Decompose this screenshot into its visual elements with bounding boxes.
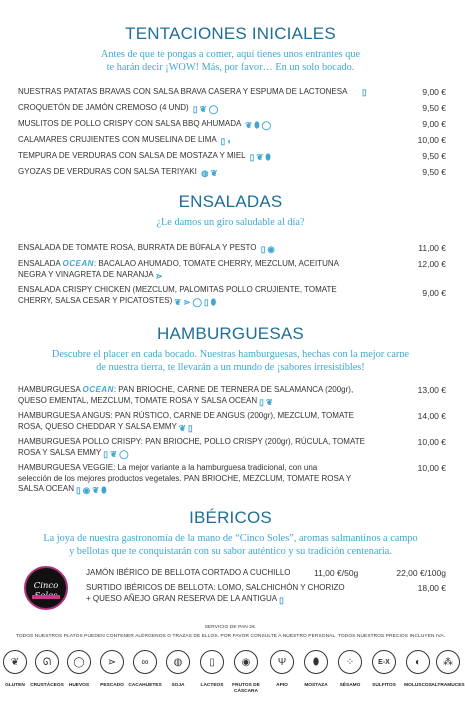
menu-item-price: 22,00 €/100g <box>396 568 446 578</box>
allergen-label: CACAHUETES <box>128 683 162 688</box>
menu-item <box>18 285 446 307</box>
cinco-soles-logo <box>24 566 68 610</box>
fish-icon: ⋗ <box>100 650 124 674</box>
bread-service-note: SERVICIO DE PAN 2€. <box>204 625 257 630</box>
menu-item-text: NUESTRAS PATATAS BRAVAS CON SALSA BRAVA CASERA Y ESPUMA DE LACTONESA <box>18 87 348 96</box>
milk-icon: ▯ <box>103 448 108 459</box>
menu-item-price: 9,00 € <box>422 119 446 129</box>
mustard-icon: ⬮ <box>101 485 107 495</box>
menu-item-text-line2: ROSA, QUESO CHEDDAR Y SALSA EMMY <box>18 421 177 431</box>
menu-item-price: 9,00 € <box>422 87 446 97</box>
egg-icon: ◯ <box>67 650 91 674</box>
menu-item-text-line2: CHERRY, SALSA CESAR Y PICATOSTES) <box>18 295 173 305</box>
mustard-icon: ⬮ <box>304 650 328 674</box>
allergen-soja <box>161 650 195 689</box>
menu-item <box>86 583 446 605</box>
menu-item-text-line3: SALSA OCEAN <box>18 484 75 493</box>
menu-item-text: MUSLITOS DE POLLO CRISPY CON SALSA BBQ AHUMADA <box>18 119 241 128</box>
menu-item-text: SURTIDO IBÉRICOS DE BELLOTA: LOMO, SALCHICHÓN Y CHORIZO <box>86 583 345 592</box>
menu-item-text: JAMÓN IBÉRICO DE BELLOTA CORTADO A CUCHILLO <box>86 568 291 577</box>
menu-item <box>18 87 446 98</box>
menu-item-text-line2: QUESO EMENTAL, MEZCLUM, TOMATE ROSA Y SALSA OCEAN <box>18 395 258 405</box>
allergen-label: MOSTAZA <box>304 683 328 688</box>
menu-item-text: HAMBURGUESA POLLO CRISPY: PAN BRIOCHE, POLLO CRISPY (200gr), RÚCULA, TOMATE <box>18 437 365 446</box>
allergen-mostaza <box>299 650 333 689</box>
menu-item-text: ENSALADA DE TOMATE ROSA, BURRATA DE BÚFALA Y PESTO <box>18 243 257 252</box>
allergen-label: SULFITOS <box>372 683 396 688</box>
egg-icon: ◯ <box>192 296 203 307</box>
milk-icon: ▯ <box>76 485 81 495</box>
allergen-altramuces <box>431 650 465 689</box>
menu-item-price: 10,00 € <box>417 463 446 473</box>
allergen-pescado <box>95 650 129 689</box>
menu-item-text-pre: ENSALADA <box>18 259 61 268</box>
lupin-icon: ⁂ <box>436 650 460 674</box>
section-intro-tentaciones-1: Antes de que te pongas a comer, aquí tienes unos entrantes que <box>100 49 361 60</box>
peanut-icon: ∞ <box>133 650 157 674</box>
menu-item <box>18 103 446 115</box>
wheat-icon: ❦ <box>265 396 273 407</box>
section-title-hamburguesas: HAMBURGUESAS <box>157 324 304 343</box>
menu-item-price: 18,00 € <box>417 583 446 593</box>
mustard-icon: ⬮ <box>210 296 217 307</box>
mustard-icon: ⬮ <box>265 152 271 162</box>
soy-icon: ◍ <box>166 650 190 674</box>
menu-item <box>18 119 446 131</box>
allergen-label: HUEVOS <box>68 683 90 688</box>
section-intro-tentaciones-2: te harán decir ¡WOW! Más, por favor… En un solo bocado. <box>106 62 355 73</box>
menu-item-price: 9,00 € <box>422 288 446 298</box>
menu-item-price: 9,50 € <box>422 103 446 113</box>
section-title-ensaladas: ENSALADAS <box>178 192 283 211</box>
menu-item <box>18 243 446 255</box>
menu-item-price: 10,00 € <box>417 437 446 447</box>
soy-icon: ◍ <box>201 168 209 178</box>
milk-icon: ▯ <box>279 594 284 605</box>
egg-icon: ◯ <box>119 448 129 459</box>
sulfites-icon: E-X <box>372 650 396 674</box>
egg-icon: ◯ <box>208 104 219 114</box>
nut-icon: ◉ <box>267 244 275 254</box>
milk-icon: ▯ <box>220 136 226 146</box>
shrimp-icon: ᘏ <box>35 650 59 674</box>
allergen-label: SOJA <box>171 683 185 688</box>
allergen-sesamo <box>333 650 367 689</box>
menu-item-text-line2: + QUESO AÑEJO GRAN RESERVA DE LA ANTIGUA <box>86 593 278 603</box>
menu-item-price: 9,50 € <box>422 167 446 177</box>
milk-icon: ▯ <box>249 152 255 162</box>
allergen-frutos <box>229 650 263 694</box>
wheat-icon: ❦ <box>245 120 253 130</box>
fish-icon: ⋗ <box>183 296 191 307</box>
menu-item <box>18 167 446 179</box>
allergen-label: APIO <box>276 683 288 688</box>
menu-item <box>18 385 446 407</box>
menu-item-price: 13,00 € <box>417 385 446 395</box>
allergen-crustaceos <box>30 650 64 689</box>
menu-item-text: GYOZAS DE VERDURAS CON SALSA TERIYAKI <box>18 167 197 176</box>
milk-icon: ▯ <box>260 244 266 254</box>
mollusc-icon: ◐ <box>406 650 430 674</box>
menu-item-text-line2: selección de los mejores productos vegetales. PAN BRIOCHE, MEZCLUM, TOMATE ROSA Y <box>18 473 352 483</box>
menu-item-text-line2: ROSA Y SALSA EMMY <box>18 447 102 457</box>
logo-bar <box>32 595 60 599</box>
menu-item <box>18 135 446 147</box>
menu-item-price: 11,00 € <box>418 243 446 253</box>
sesame-icon: ⁘ <box>338 650 362 674</box>
allergen-legend <box>0 650 465 710</box>
section-title-ibericos: IBÉRICOS <box>189 508 272 527</box>
nut-icon: ◉ <box>82 485 91 495</box>
menu-item <box>18 151 446 163</box>
menu-item <box>86 568 446 579</box>
menu-item-text-line2: NEGRA Y VINAGRETA DE NARANJA <box>18 269 154 279</box>
menu-item-price: 14,00 € <box>417 411 446 421</box>
menu-item <box>18 437 446 459</box>
allergen-label: CRUSTÁCEOS <box>30 683 64 688</box>
section-intro-ensaladas: ¿Le damos un giro saludable al día? <box>156 217 305 228</box>
allergen-sulfitos <box>367 650 401 689</box>
section-intro-hamburguesas-2: de nuestra tierra, te llevarán a un mundo de ¡sabores irresistibles! <box>96 362 365 373</box>
wheat-icon: ❦ <box>174 296 182 307</box>
wheat-icon: ❦ <box>199 104 207 114</box>
menu-item-price: 12,00 € <box>417 259 446 269</box>
milk-icon: ▯ <box>192 104 198 114</box>
mollusc-icon: ◐ <box>227 136 233 146</box>
menu-item-text: CALAMARES CRUJIENTES CON MUSELINA DE LIMA <box>18 135 217 144</box>
menu-item <box>18 463 446 496</box>
menu-item-text: : BACALAO AHUMADO, TOMATE CHERRY, MEZCLUM, ACEITUNA <box>93 259 339 268</box>
menu-item-text: TEMPURA DE VERDURAS CON SALSA DE MOSTAZA Y MIEL <box>18 151 246 160</box>
menu-item-text: HAMBURGUESA ANGUS: PAN RÚSTICO, CARNE DE ANGUS (200gr), MEZCLUM, TOMATE <box>18 411 354 420</box>
section-intro-ibericos-2: y bellotas que te conquistarán con su sabor auténtico y su tradición centenaria. <box>69 546 392 557</box>
allergen-lacteos <box>195 650 229 689</box>
milk-icon: ▯ <box>187 422 193 433</box>
allergen-label: PESCADO <box>100 683 124 688</box>
allergen-notice: TODOS NUESTROS PLATOS PUEDEN CONTENER ALÉRGENOS O TRAZAS DE ELLOS. POR FAVOR CONSULTE A NUESTRO PERSONAL. TODOS NUESTROS PRECIOS INCLUYEN IVA. <box>15 634 446 639</box>
menu-item-text: : PAN BRIOCHE, CARNE DE TERNERA DE SALAMANCA (200gr), <box>113 385 354 394</box>
wheat-icon: ❦ <box>3 650 27 674</box>
fish-icon: ⋗ <box>155 270 163 281</box>
menu-item-price: 9,50 € <box>422 151 446 161</box>
wheat-icon: ❦ <box>210 168 218 178</box>
wheat-icon: ❦ <box>178 422 186 433</box>
section-intro-hamburguesas-1: Descubre el placer en cada bocado. Nuestras hamburguesas, hechas con la mejor carne <box>51 349 410 360</box>
allergen-gluten <box>0 650 32 689</box>
section-intro-ibericos-1: La joya de nuestra gastronomía de la mano de “Cinco Soles”, aromas salmantinos a campo <box>43 533 418 544</box>
ocean-brand-label: OCEAN <box>82 385 114 394</box>
allergen-huevos <box>62 650 96 689</box>
allergen-label: SÉSAMO <box>339 683 361 688</box>
menu-item-price-half: 11,00 €/50g <box>314 568 359 578</box>
celery-icon: Ψ <box>270 650 294 674</box>
menu-item <box>18 259 446 281</box>
allergen-label: GLUTEN <box>5 683 25 688</box>
nut-icon: ◉ <box>234 650 258 674</box>
menu-item-text: CROQUETÓN DE JAMÓN CREMOSO (4 UND) <box>18 103 189 112</box>
milk-icon: ▯ <box>259 396 264 407</box>
allergen-cacahuetes <box>128 650 162 689</box>
section-title-tentaciones: TENTACIONES INICIALES <box>125 24 336 43</box>
allergen-label: LACTEOS <box>200 683 224 688</box>
milk-icon: ▯ <box>200 650 224 674</box>
allergen-label: FRUTOS DE CÁSCARA <box>232 683 260 694</box>
milk-icon: ▯ <box>362 87 367 97</box>
menu-item-price: 10,00 € <box>417 135 446 145</box>
wheat-icon: ❦ <box>256 152 264 162</box>
mustard-icon: ⬮ <box>254 120 260 130</box>
logo-text: Cinco <box>33 581 59 591</box>
egg-icon: ◯ <box>261 120 272 130</box>
menu-item <box>18 411 446 433</box>
allergen-label: ALTRAMUCES <box>431 683 465 688</box>
menu-item-text: HAMBURGUESA VEGGIE: La mejor variante a la hamburguesa tradicional, con una <box>18 463 318 472</box>
menu-item-text: ENSALADA CRISPY CHICKEN (MEZCLUM, PALOMITAS POLLO CRUJIENTE, TOMATE <box>18 285 337 294</box>
allergen-apio <box>265 650 299 689</box>
wheat-icon: ❦ <box>92 485 100 495</box>
milk-icon: ▯ <box>204 296 209 307</box>
menu-item-text-pre: HAMBURGUESA <box>18 385 81 394</box>
allergen-label: MOLUSCOS <box>404 683 432 688</box>
wheat-icon: ❦ <box>109 448 118 459</box>
allergen-moluscos <box>401 650 435 689</box>
ocean-brand-label: OCEAN <box>62 259 94 268</box>
